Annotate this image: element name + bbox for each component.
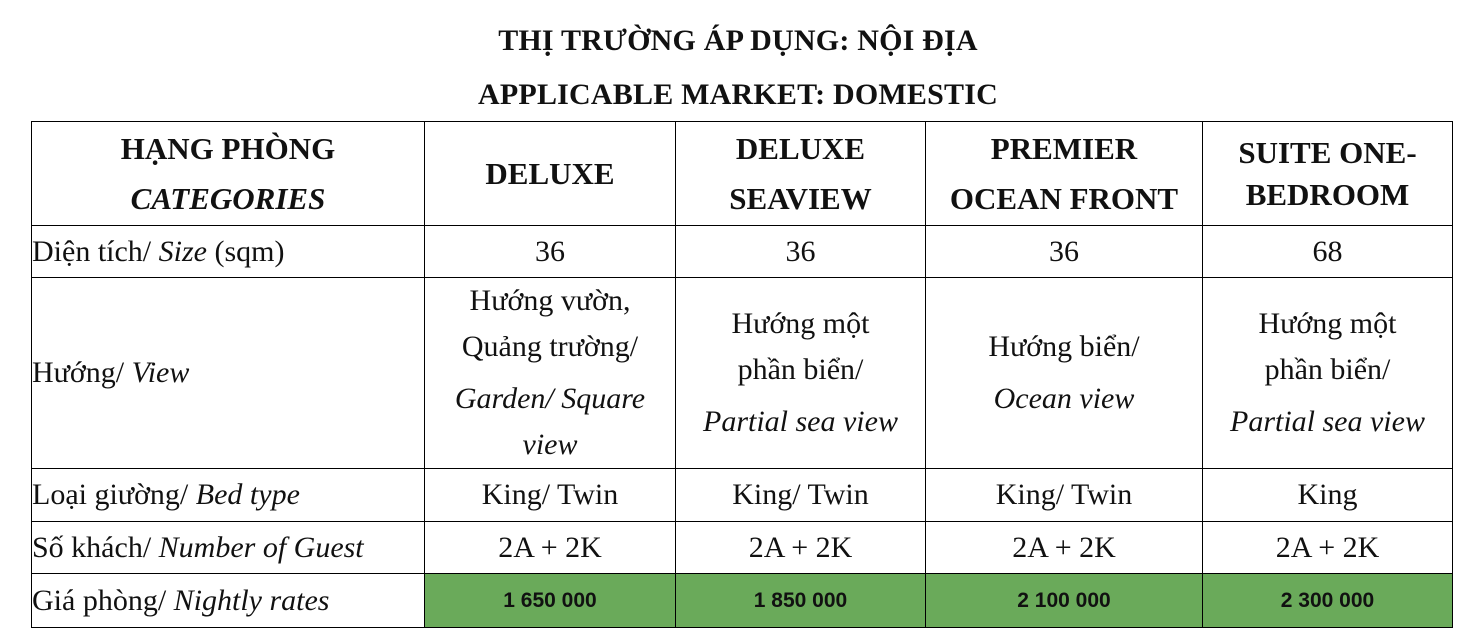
header-category-en: CATEGORIES xyxy=(130,180,326,216)
header-categories xyxy=(32,122,425,226)
room-name-line1: DELUXE xyxy=(485,155,615,191)
room-name-line1: SUITE ONE- xyxy=(1238,134,1417,170)
room-name-line2: OCEAN FRONT xyxy=(949,180,1179,216)
title-english: APPLICABLE MARKET: DOMESTIC xyxy=(478,78,998,111)
bed-type-label xyxy=(32,469,425,522)
size-value: 36 xyxy=(425,226,676,278)
label-en: View xyxy=(131,356,190,389)
view-vi-line1: Hướng biển/ xyxy=(988,330,1140,363)
guest-row xyxy=(32,522,1453,574)
label-vi: Hướng/ xyxy=(32,356,132,389)
label-en: Size xyxy=(158,234,207,268)
nightly-rate-value: 1 850 000 xyxy=(676,574,926,628)
header-room-suite-one-bedroom xyxy=(1203,122,1453,226)
view-vi-line1: Hướng một xyxy=(1258,307,1397,340)
room-name-line2: BEDROOM xyxy=(1245,176,1410,212)
nightly-rate-row xyxy=(32,574,1453,628)
view-vi-line1: Hướng vườn, xyxy=(469,284,631,317)
size-value: 36 xyxy=(676,226,926,278)
view-vi-line2: phần biển/ xyxy=(1264,353,1391,386)
title-vietnamese: THỊ TRƯỜNG ÁP DỤNG: NỘI ĐỊA xyxy=(498,24,978,57)
nightly-rate-label xyxy=(32,574,425,628)
guest-value: 2A + 2K xyxy=(926,522,1203,574)
view-value-deluxe xyxy=(425,278,676,469)
guest-value: 2A + 2K xyxy=(425,522,676,574)
size-label xyxy=(32,226,425,278)
room-name-line1: DELUXE xyxy=(735,130,866,166)
header-row xyxy=(32,122,1453,226)
size-value: 68 xyxy=(1203,226,1453,278)
label-vi: Giá phòng/ xyxy=(32,583,174,617)
size-value: 36 xyxy=(926,226,1203,278)
view-en-line2: view xyxy=(522,428,578,461)
guest-value: 2A + 2K xyxy=(676,522,926,574)
label-vi: Loại giường/ xyxy=(32,478,196,511)
view-en-line1: Partial sea view xyxy=(1230,405,1425,438)
guest-label xyxy=(32,522,425,574)
bed-type-value: King/ Twin xyxy=(425,469,676,522)
view-en-line1: Garden/ Square xyxy=(454,382,646,415)
nightly-rate-value: 2 100 000 xyxy=(926,574,1203,628)
view-label xyxy=(32,278,425,469)
header-category-vi: HẠNG PHÒNG xyxy=(120,130,336,166)
label-vi: Diện tích/ xyxy=(32,234,159,268)
label-en: Bed type xyxy=(195,478,300,511)
view-en-line1: Ocean view xyxy=(993,382,1135,415)
label-unit: (sqm) xyxy=(206,234,285,268)
room-name-line2: SEAVIEW xyxy=(729,180,872,216)
bed-type-value: King xyxy=(1203,469,1453,522)
header-room-premier-ocean-front xyxy=(926,122,1203,226)
view-row xyxy=(32,278,1453,469)
room-name-line1: PREMIER xyxy=(990,130,1138,166)
view-vi-line1: Hướng một xyxy=(731,307,870,340)
view-value-deluxe-seaview xyxy=(676,278,926,469)
view-value-suite xyxy=(1203,278,1453,469)
label-vi: Số khách/ xyxy=(32,530,159,564)
nightly-rate-value: 2 300 000 xyxy=(1203,574,1453,628)
view-en-line1: Partial sea view xyxy=(703,405,898,438)
view-value-premier xyxy=(926,278,1203,469)
bed-type-value: King/ Twin xyxy=(926,469,1203,522)
nightly-rate-value: 1 650 000 xyxy=(425,574,676,628)
header-room-deluxe-seaview xyxy=(676,122,926,226)
guest-value: 2A + 2K xyxy=(1203,522,1453,574)
room-rates-table xyxy=(31,121,1453,628)
view-vi-line2: phần biển/ xyxy=(737,353,864,386)
view-vi-line2: Quảng trường/ xyxy=(461,330,639,363)
bed-type-row xyxy=(32,469,1453,522)
label-en: Number of Guest xyxy=(158,530,364,564)
size-row xyxy=(32,226,1453,278)
label-en: Nightly rates xyxy=(173,583,330,617)
header-room-deluxe xyxy=(425,122,676,226)
bed-type-value: King/ Twin xyxy=(676,469,926,522)
